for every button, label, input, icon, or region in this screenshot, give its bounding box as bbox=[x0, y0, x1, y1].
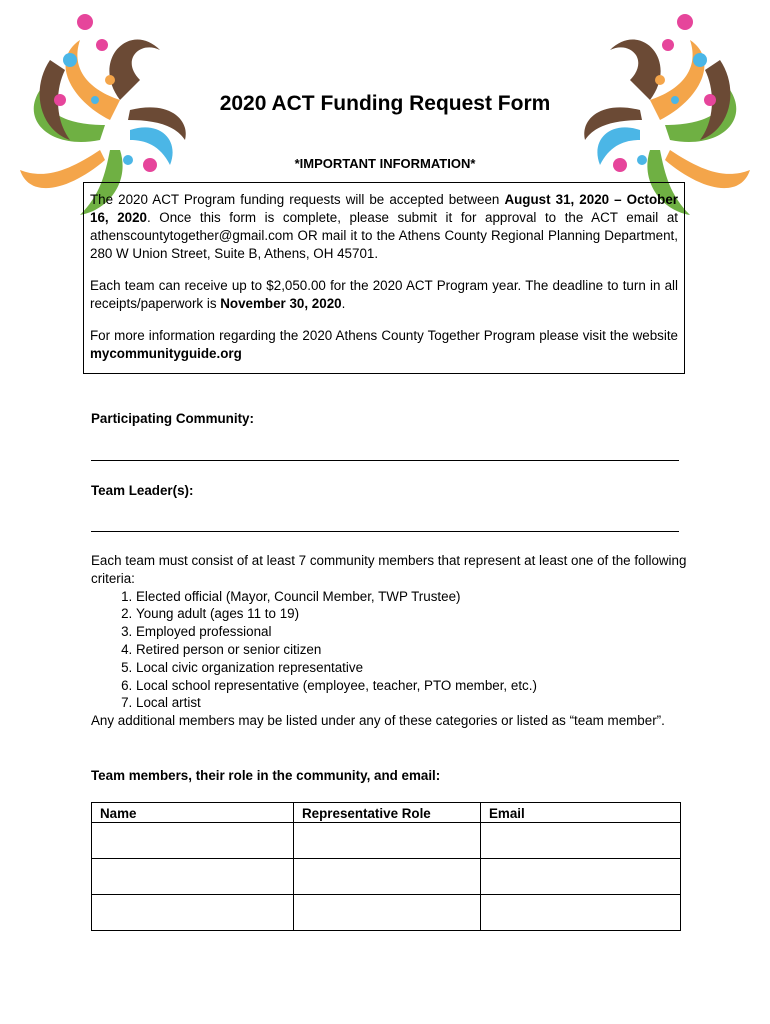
info-paragraph-dates: The 2020 ACT Program funding requests will be accepted between August 31, 2020 – October 16, 2020. Once this form is complete, please submit it for approval to the ACT email at athenscountytogether@gmail.com OR mail it to the Athens County Regional Planning Department, 280 W Union Street, Suite B, Athens, OH 45701. bbox=[90, 192, 679, 261]
criteria-intro: Each team must consist of at least 7 community members that represent at least one of the following criteria: bbox=[91, 553, 687, 586]
deadline-date: November 30, 2020 bbox=[220, 296, 342, 311]
table-header-row bbox=[92, 803, 681, 823]
name-cell[interactable] bbox=[92, 895, 294, 931]
list-item: 3. Employed professional bbox=[136, 623, 691, 641]
list-item: 7. Local artist bbox=[136, 694, 691, 712]
info-paragraph-website: For more information regarding the 2020 Athens County Together Program please visit the website mycommunityguide.org bbox=[90, 328, 678, 361]
role-cell[interactable] bbox=[294, 823, 481, 859]
list-item: 2. Young adult (ages 11 to 19) bbox=[136, 605, 691, 623]
column-representative-role: Representative Role bbox=[294, 803, 481, 823]
list-item: 6. Local school representative (employee, teacher, PTO member, etc.) bbox=[136, 677, 691, 695]
website-link[interactable]: mycommunityguide.org bbox=[90, 346, 242, 361]
participating-community-field[interactable] bbox=[91, 460, 679, 461]
column-email: Email bbox=[481, 803, 681, 823]
team-criteria bbox=[91, 552, 691, 730]
table-row bbox=[92, 859, 681, 895]
important-heading: *IMPORTANT INFORMATION* bbox=[294, 156, 476, 171]
column-name: Name bbox=[92, 803, 294, 823]
form-title: 2020 ACT Funding Request Form bbox=[219, 92, 551, 115]
info-paragraph-funding: Each team can receive up to $2,050.00 for the 2020 ACT Program year. The deadline to turn in all receipts/paperwork is November 30, 2020. bbox=[90, 278, 678, 311]
email-cell[interactable] bbox=[481, 823, 681, 859]
team-members-table bbox=[91, 802, 681, 931]
role-cell[interactable] bbox=[294, 895, 481, 931]
role-cell[interactable] bbox=[294, 859, 481, 895]
email-cell[interactable] bbox=[481, 859, 681, 895]
participating-community-label: Participating Community: bbox=[91, 411, 254, 426]
team-leader-field[interactable] bbox=[91, 531, 679, 532]
list-item: 1. Elected official (Mayor, Council Member, TWP Trustee) bbox=[136, 588, 691, 606]
important-info-box bbox=[83, 182, 685, 374]
criteria-outro: Any additional members may be listed under any of these categories or listed as “team member”. bbox=[91, 713, 665, 729]
list-item: 5. Local civic organization representative bbox=[136, 659, 691, 677]
table-row bbox=[92, 895, 681, 931]
submission-dates: August 31, 2020 – October 16, 2020 bbox=[90, 192, 679, 225]
team-members-heading: Team members, their role in the community, and email: bbox=[91, 768, 441, 783]
table-row bbox=[92, 823, 681, 859]
criteria-list bbox=[91, 588, 691, 713]
list-item: 4. Retired person or senior citizen bbox=[136, 641, 691, 659]
team-leader-label: Team Leader(s): bbox=[91, 483, 194, 498]
name-cell[interactable] bbox=[92, 859, 294, 895]
name-cell[interactable] bbox=[92, 823, 294, 859]
email-cell[interactable] bbox=[481, 895, 681, 931]
